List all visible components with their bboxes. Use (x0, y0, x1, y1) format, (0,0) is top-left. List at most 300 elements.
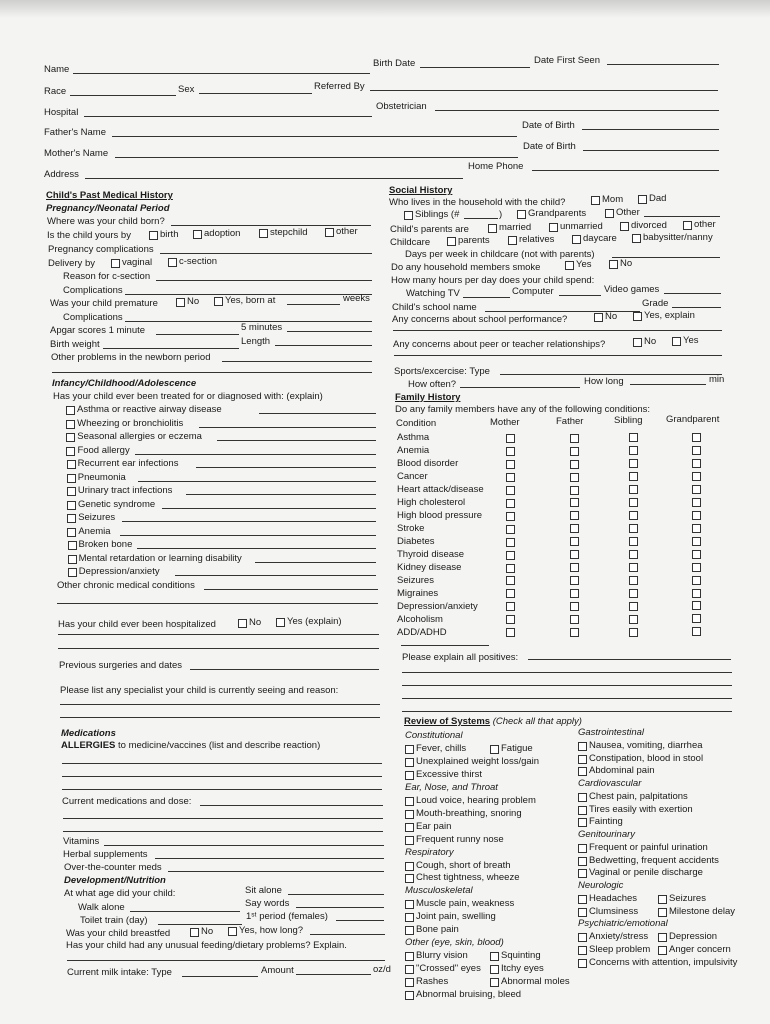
weeks-label: weeks (343, 293, 370, 304)
smoke-no-checkbox[interactable] (609, 260, 618, 269)
ros-label: Bone pain (416, 924, 459, 936)
family-sibling-checkbox[interactable] (629, 576, 638, 585)
family-mother-checkbox[interactable] (506, 512, 515, 521)
milk-label: Current milk intake: Type (67, 967, 172, 978)
hospitalized-field[interactable] (58, 634, 379, 635)
vaginal-label: vaginal (122, 257, 153, 268)
family-grandparent-checkbox[interactable] (692, 563, 701, 572)
allergies-field-3[interactable] (62, 789, 382, 790)
condition-field[interactable] (196, 467, 376, 468)
condition-checkbox[interactable] (67, 514, 76, 523)
family-mother-checkbox[interactable] (506, 447, 515, 456)
ros-checkbox[interactable] (405, 900, 414, 909)
condition-field[interactable] (137, 548, 377, 549)
csection-checkbox[interactable] (168, 258, 177, 267)
ros-label: Chest pain, palpitations (589, 790, 688, 802)
newborn-field-2[interactable] (52, 372, 372, 373)
feeding-label: Has your child had any unusual feeding/dietary problems? Explain. (66, 940, 347, 951)
condition-checkbox[interactable] (66, 406, 75, 415)
stepchild-label: stepchild (270, 227, 308, 238)
how-long-field[interactable] (630, 384, 706, 385)
ros-label: Abnormal moles (501, 976, 570, 988)
condition-label: Anemia (78, 525, 111, 537)
family-grandparent-checkbox[interactable] (692, 498, 701, 507)
parents-other-checkbox[interactable] (683, 221, 692, 230)
ros-checkbox[interactable] (658, 895, 667, 904)
dad-checkbox[interactable] (638, 195, 647, 204)
birth-date-field[interactable] (420, 67, 530, 68)
allergies-label: ALLERGIES to medicine/vaccines (list and describe reaction) (61, 740, 321, 751)
concerns-no-label: No (605, 311, 618, 322)
family-father-checkbox[interactable] (570, 537, 579, 546)
ros-checkbox[interactable] (405, 926, 414, 935)
concerns-yes-checkbox[interactable] (633, 312, 642, 321)
herbal-label: Herbal supplements (63, 849, 148, 860)
herbal-field[interactable] (155, 858, 384, 859)
family-condition: Blood disorder (397, 458, 459, 469)
family-condition: Migraines (397, 588, 439, 599)
ros-heading: Musculoskeletal (405, 885, 473, 897)
obstetrician-field[interactable] (435, 110, 719, 111)
family-father-checkbox[interactable] (570, 563, 579, 572)
ros-checkbox[interactable] (578, 857, 587, 866)
fathers-name-field[interactable] (112, 136, 517, 137)
specialist-label: Please list any specialist your child is currently seeing and reason: (60, 685, 339, 696)
condition-checkbox[interactable] (67, 487, 76, 496)
ros-checkbox[interactable] (578, 895, 587, 904)
name-field[interactable] (73, 73, 370, 74)
family-sibling-checkbox[interactable] (629, 433, 638, 442)
ros-title: Review of Systems (Check all that apply) (404, 716, 582, 727)
family-grandparent-checkbox[interactable] (692, 589, 701, 598)
social-title: Social History (389, 185, 453, 196)
condition-label: Urinary tract infections (77, 485, 173, 496)
hospitalized-yes-checkbox[interactable] (276, 618, 285, 627)
birth-checkbox[interactable] (149, 231, 158, 240)
peer-field[interactable] (394, 355, 722, 356)
ros-checkbox[interactable] (405, 978, 414, 987)
ros-checkbox[interactable] (490, 952, 499, 961)
ros-checkbox[interactable] (578, 755, 587, 764)
current-meds-field-2[interactable] (63, 818, 383, 819)
condition-label: Food allergy (77, 444, 130, 456)
ros-checkbox[interactable] (490, 745, 499, 754)
divorced-checkbox[interactable] (620, 222, 629, 231)
grandparents-label: Grandparents (528, 208, 587, 219)
family-mother-checkbox[interactable] (506, 499, 515, 508)
family-grandparent-checkbox[interactable] (692, 446, 701, 455)
specialist-field[interactable] (60, 704, 380, 705)
surgeries-field[interactable] (190, 669, 379, 670)
babysitter-checkbox[interactable] (632, 234, 641, 243)
condition-field[interactable] (199, 427, 376, 428)
family-sibling-checkbox[interactable] (629, 589, 638, 598)
ros-label: Depression (669, 931, 718, 942)
tv-field[interactable] (463, 297, 510, 298)
condition-field[interactable] (122, 521, 376, 522)
other-chronic-field[interactable] (204, 589, 378, 590)
family-grandparent-checkbox[interactable] (692, 485, 701, 494)
otc-label: Over-the-counter meds (64, 862, 162, 873)
days-label: Days per week in childcare (not with parents) (405, 249, 595, 260)
ros-label: Itchy eyes (501, 963, 544, 975)
current-meds-field[interactable] (200, 805, 383, 806)
ros-checkbox[interactable] (405, 797, 414, 806)
family-father-checkbox[interactable] (570, 615, 579, 624)
sit-alone-label: Sit alone (245, 885, 282, 896)
sports-field[interactable] (500, 374, 722, 375)
concerns-no-checkbox[interactable] (594, 313, 603, 322)
family-grandparent-checkbox[interactable] (692, 537, 701, 546)
family-sibling-checkbox[interactable] (629, 472, 638, 481)
length-field[interactable] (275, 345, 372, 346)
family-mother-checkbox[interactable] (506, 460, 515, 469)
hospitalized-yes-label: Yes (explain) (287, 616, 342, 627)
siblings-close: ) (499, 209, 503, 220)
family-sibling-checkbox[interactable] (629, 602, 638, 611)
family-father-checkbox[interactable] (570, 498, 579, 507)
reason-field[interactable] (156, 280, 372, 281)
family-sibling-checkbox[interactable] (629, 498, 638, 507)
family-father-checkbox[interactable] (570, 602, 579, 611)
ros-checkbox[interactable] (405, 810, 414, 819)
family-father-checkbox[interactable] (570, 524, 579, 533)
family-condition: Cancer (397, 471, 428, 482)
complications2-label: Complications (63, 312, 123, 323)
childcare-label: Childcare (390, 237, 431, 248)
walk-alone-field[interactable] (130, 911, 240, 912)
birth-weight-field[interactable] (103, 348, 239, 349)
allergies-field-2[interactable] (62, 776, 382, 777)
condition-field[interactable] (135, 454, 376, 455)
length-label: Length (241, 336, 271, 347)
concerns-yes-label: Yes, explain (644, 310, 695, 321)
grandparents-checkbox[interactable] (517, 210, 526, 219)
family-mother-checkbox[interactable] (506, 525, 515, 534)
ros-checkbox[interactable] (578, 959, 587, 968)
family-mother-checkbox[interactable] (506, 628, 515, 637)
condition-field[interactable] (217, 440, 376, 441)
family-grandparent-checkbox[interactable] (692, 614, 701, 623)
ros-checkbox[interactable] (405, 862, 414, 871)
childcare-parents-checkbox[interactable] (447, 237, 456, 246)
date-first-seen-field[interactable] (607, 64, 719, 65)
family-grandparent-checkbox[interactable] (692, 433, 701, 442)
family-sibling-checkbox[interactable] (629, 485, 638, 494)
family-question: Do any family members have any of the following conditions: (395, 404, 651, 415)
adoption-checkbox[interactable] (193, 230, 202, 239)
condition-checkbox[interactable] (67, 474, 76, 483)
specialist-field-2[interactable] (60, 717, 380, 718)
reason-label: Reason for c-section (63, 271, 151, 282)
family-mother-checkbox[interactable] (506, 486, 515, 495)
ros-checkbox[interactable] (578, 818, 587, 827)
household-other-checkbox[interactable] (605, 209, 614, 218)
newborn-field[interactable] (222, 361, 372, 362)
hospital-field[interactable] (84, 116, 372, 117)
ros-checkbox[interactable] (578, 793, 587, 802)
what-age-label: At what age did your child: (64, 888, 176, 899)
ros-checkbox[interactable] (405, 965, 414, 974)
ros-checkbox[interactable] (578, 844, 587, 853)
ros-label: Excessive thirst (416, 768, 482, 780)
other-chronic-label: Other chronic medical conditions (57, 580, 195, 591)
ros-checkbox[interactable] (578, 806, 587, 815)
born-label: Where was your child born? (47, 216, 165, 227)
daycare-checkbox[interactable] (572, 235, 581, 244)
family-father-checkbox[interactable] (570, 447, 579, 456)
condition-checkbox[interactable] (67, 460, 76, 469)
ros-checkbox[interactable] (405, 836, 414, 845)
allergies-field[interactable] (62, 763, 382, 764)
condition-checkbox[interactable] (67, 501, 76, 510)
race-label: Race (44, 86, 67, 97)
family-mother-checkbox[interactable] (506, 589, 515, 598)
concerns-field[interactable] (393, 330, 722, 331)
family-condition: High cholesterol (397, 497, 466, 508)
sit-alone-field[interactable] (288, 894, 384, 895)
condition-label: Depression/anxiety (78, 566, 160, 577)
explain-positives-field-4[interactable] (402, 698, 732, 699)
ros-checkbox[interactable] (405, 913, 414, 922)
address-label: Address (44, 169, 79, 180)
ros-checkbox[interactable] (405, 758, 414, 767)
feeding-field[interactable] (67, 960, 385, 961)
family-mother-checkbox[interactable] (506, 615, 515, 624)
ros-label: Joint pain, swelling (416, 911, 496, 923)
family-sibling-checkbox[interactable] (629, 511, 638, 520)
family-father-checkbox[interactable] (570, 473, 579, 482)
family-grandparent-checkbox[interactable] (692, 550, 701, 559)
ros-checkbox[interactable] (578, 946, 587, 955)
other-checkbox[interactable] (325, 228, 334, 237)
family-grandparent-checkbox[interactable] (692, 511, 701, 520)
ros-checkbox[interactable] (405, 952, 414, 961)
ros-checkbox[interactable] (578, 767, 587, 776)
apgar-5min-field[interactable] (287, 331, 372, 332)
address-field[interactable] (85, 178, 463, 179)
video-field[interactable] (664, 293, 721, 294)
mom-checkbox[interactable] (591, 196, 600, 205)
father-dob-label: Date of Birth (522, 120, 575, 131)
ozd-label: oz/d (373, 964, 391, 975)
family-sibling-checkbox[interactable] (629, 524, 638, 533)
apgar-1min-field[interactable] (156, 334, 239, 335)
hospitalized-no-checkbox[interactable] (238, 619, 247, 628)
other-chronic-field-2[interactable] (57, 603, 378, 604)
ros-checkbox[interactable] (658, 933, 667, 942)
family-father-checkbox[interactable] (570, 589, 579, 598)
family-sibling-checkbox[interactable] (629, 628, 638, 637)
family-sibling-checkbox[interactable] (629, 563, 638, 572)
family-condition: Kidney disease (397, 562, 462, 573)
condition-checkbox[interactable] (68, 568, 77, 577)
family-sibling-checkbox[interactable] (629, 615, 638, 624)
family-grandparent-checkbox[interactable] (692, 459, 701, 468)
condition-checkbox[interactable] (68, 541, 77, 550)
adoption-label: adoption (204, 228, 241, 239)
condition-checkbox[interactable] (66, 420, 75, 429)
siblings-checkbox[interactable] (404, 211, 413, 220)
ros-checkbox[interactable] (578, 908, 587, 917)
unmarried-checkbox[interactable] (549, 223, 558, 232)
breastfed-field[interactable] (310, 934, 385, 935)
period-field[interactable] (336, 920, 384, 921)
ros-heading: Ear, Nose, and Throat (405, 781, 498, 793)
ros-checkbox[interactable] (578, 869, 587, 878)
toilet-label: Toilet train (day) (80, 915, 148, 926)
household-other-field[interactable] (644, 216, 720, 217)
ros-checkbox[interactable] (405, 874, 414, 883)
condition-label: Pneumonia (77, 471, 126, 483)
family-grandparent-checkbox[interactable] (692, 524, 701, 533)
family-mother-checkbox[interactable] (506, 602, 515, 611)
mom-label: Mom (602, 194, 624, 205)
family-mother-checkbox[interactable] (506, 551, 515, 560)
ros-checkbox[interactable] (405, 823, 414, 832)
weeks-field[interactable] (287, 304, 340, 305)
condition-checkbox[interactable] (67, 528, 76, 537)
smoke-no-label: No (620, 258, 633, 269)
ros-checkbox[interactable] (405, 771, 414, 780)
condition-field[interactable] (259, 413, 376, 414)
otc-field[interactable] (168, 871, 384, 872)
family-sibling-checkbox[interactable] (629, 446, 638, 455)
explain-positives-field-5[interactable] (402, 711, 732, 712)
family-grandparent-checkbox[interactable] (692, 472, 701, 481)
milk-type-field[interactable] (182, 976, 258, 977)
peer-no-label: No (644, 336, 657, 347)
vitamins-field[interactable] (104, 845, 384, 846)
preg-comp-label: Pregnancy complications (48, 244, 154, 255)
condition-field[interactable] (175, 575, 376, 576)
preg-comp-field[interactable] (160, 253, 372, 254)
peer-no-checkbox[interactable] (633, 338, 642, 347)
condition-field[interactable] (138, 481, 376, 482)
ros-checkbox[interactable] (658, 908, 667, 917)
family-mother-checkbox[interactable] (506, 434, 515, 443)
home-phone-field[interactable] (532, 170, 719, 171)
family-mother-checkbox[interactable] (506, 473, 515, 482)
hospitalized-field-2[interactable] (58, 648, 379, 649)
csection-label: c-section (179, 256, 218, 267)
premature-no-checkbox[interactable] (176, 298, 185, 307)
explain-positives-field[interactable] (528, 659, 731, 660)
referred-by-field[interactable] (370, 90, 718, 91)
video-label: Video games (604, 284, 660, 295)
current-meds-field-3[interactable] (63, 831, 383, 832)
ros-checkbox[interactable] (578, 933, 587, 942)
mother-dob-field[interactable] (583, 150, 719, 151)
smoke-label: Do any household members smoke (391, 262, 541, 273)
computer-field[interactable] (559, 295, 601, 296)
ros-checkbox[interactable] (490, 965, 499, 974)
ros-label: Loud voice, hearing problem (416, 794, 536, 806)
ros-checkbox[interactable] (490, 978, 499, 987)
condition-field[interactable] (162, 508, 376, 509)
peer-yes-checkbox[interactable] (672, 337, 681, 346)
family-condition: Thyroid disease (397, 549, 465, 560)
smoke-yes-checkbox[interactable] (565, 261, 574, 270)
family-grandparent-checkbox[interactable] (692, 601, 701, 610)
condition-checkbox[interactable] (66, 447, 75, 456)
condition-label: Genetic syndrome (78, 498, 156, 510)
premature-yes-checkbox[interactable] (214, 297, 223, 306)
vitamins-label: Vitamins (63, 836, 100, 847)
milk-amount-field[interactable] (296, 974, 371, 975)
condition-checkbox[interactable] (68, 555, 77, 564)
grade-field[interactable] (672, 307, 721, 308)
ros-heading: Psychiatric/emotional (578, 918, 668, 930)
breastfed-no-checkbox[interactable] (190, 928, 199, 937)
family-mother-checkbox[interactable] (506, 538, 515, 547)
sex-label: Sex (178, 84, 195, 95)
breastfed-yes-checkbox[interactable] (228, 927, 237, 936)
family-mother-checkbox[interactable] (506, 564, 515, 573)
married-checkbox[interactable] (488, 224, 497, 233)
family-extra-field[interactable] (401, 645, 489, 646)
ros-label: Ear pain (416, 820, 452, 832)
condition-checkbox[interactable] (66, 433, 75, 442)
condition-field[interactable] (186, 494, 376, 495)
relatives-checkbox[interactable] (508, 236, 517, 245)
ros-checkbox[interactable] (658, 946, 667, 955)
stepchild-checkbox[interactable] (259, 229, 268, 238)
ros-checkbox[interactable] (578, 742, 587, 751)
family-father-checkbox[interactable] (570, 434, 579, 443)
relatives-label: relatives (519, 234, 555, 245)
father-dob-field[interactable] (582, 129, 719, 130)
toilet-field[interactable] (158, 924, 242, 925)
family-grandparent-checkbox[interactable] (692, 627, 701, 636)
ros-checkbox[interactable] (405, 745, 414, 754)
family-sibling-checkbox[interactable] (629, 537, 638, 546)
family-father-checkbox[interactable] (570, 628, 579, 637)
race-field[interactable] (70, 95, 176, 96)
sex-field[interactable] (199, 93, 312, 94)
parents-are-label: Child's parents are (390, 224, 469, 235)
family-father-checkbox[interactable] (570, 511, 579, 520)
how-often-field[interactable] (460, 387, 580, 388)
explain-positives-field-2[interactable] (402, 672, 732, 673)
family-sibling-checkbox[interactable] (629, 459, 638, 468)
say-words-field[interactable] (296, 907, 384, 908)
condition-field[interactable] (255, 562, 376, 563)
condition-field[interactable] (120, 535, 376, 536)
condition-label: Wheezing or bronchiolitis (77, 417, 184, 429)
siblings-count-field[interactable] (464, 218, 498, 219)
current-meds-label: Current medications and dose: (62, 796, 192, 807)
vaginal-checkbox[interactable] (111, 259, 120, 268)
referred-by-label: Referred By (314, 81, 365, 92)
sports-label: Sports/excercise: Type (394, 366, 490, 377)
ros-checkbox[interactable] (405, 991, 414, 1000)
family-father-checkbox[interactable] (570, 550, 579, 559)
explain-positives-field-3[interactable] (402, 685, 732, 686)
family-father-checkbox[interactable] (570, 460, 579, 469)
ros-label: Anxiety/stress (589, 931, 649, 942)
family-grandparent-checkbox[interactable] (692, 576, 701, 585)
family-father-checkbox[interactable] (570, 486, 579, 495)
mothers-name-field[interactable] (115, 157, 518, 158)
family-condition: Seizures (397, 575, 434, 586)
apgar-label: Apgar scores 1 minute (50, 325, 146, 336)
family-sibling-checkbox[interactable] (629, 550, 638, 559)
family-mother-checkbox[interactable] (506, 576, 515, 585)
family-father-checkbox[interactable] (570, 576, 579, 585)
fathers-name-label: Father's Name (44, 127, 107, 138)
birth-label: birth (160, 229, 179, 240)
